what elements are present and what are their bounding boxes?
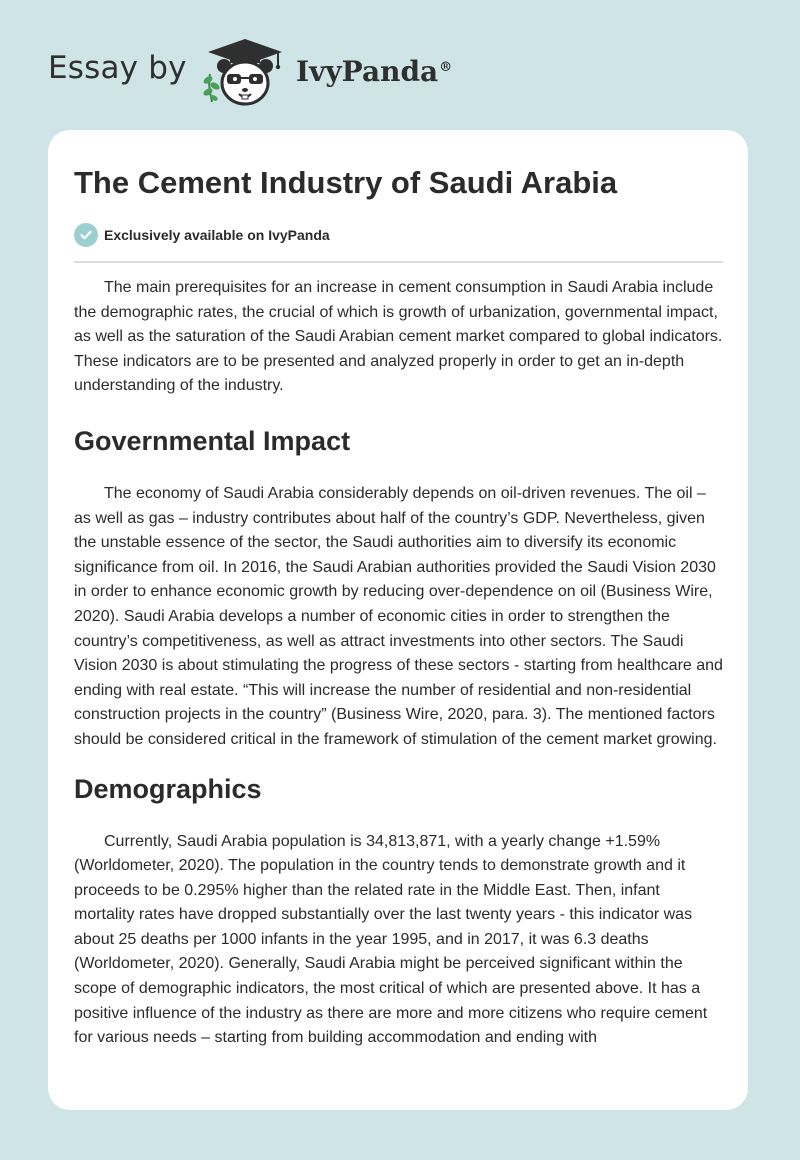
section-heading-demographics: Demographics	[74, 773, 262, 804]
essay-body	[74, 276, 724, 1051]
section-heading-governmental-impact: Governmental Impact	[74, 425, 351, 456]
intro-paragraph: The main prerequisites for an increase in cement consumption in Saudi Arabia include the demographic rates, the crucial of which is growth of urbanization, governmental impact, as well as the saturation of the Saudi Arabian cement market compared to global indicators. These indicators are to be presented and analyzed properly in order to get an in-depth understanding of the industry.	[74, 279, 723, 395]
panda-graduate-logo-icon[interactable]	[200, 36, 290, 108]
check-icon	[74, 223, 98, 247]
exclusive-badge	[74, 223, 330, 247]
registered-mark: ®	[439, 59, 453, 75]
site-header	[0, 0, 800, 130]
exclusive-badge-label: Exclusively available on IvyPanda	[104, 227, 330, 243]
page-title: The Cement Industry of Saudi Arabia	[74, 165, 618, 200]
brand-name-text: IvyPanda	[296, 55, 439, 88]
governmental-impact-paragraph: The economy of Saudi Arabia considerably depends on oil-driven revenues. The oil – as well as gas – industry contributes about half of the country’s GDP. Nevertheless, given the unstable essence of the sector, the Saudi authorities aim to diversify its economic significance from oil. In 2016, the Saudi Arabian authorities provided the Saudi Vision 2030 in order to enhance economic growth by reducing over-dependence on oil (Business Wire, 2020). Saudi Arabia develops a number of economic cities in order to strengthen the country’s competitiveness, as well as attract investments into other sectors. The Saudi Vision 2030 is about stimulating the progress of these sectors - starting from healthcare and ending with real estate. “This will increase the number of residential and non-residential construction projects in the country” (Business Wire, 2020, para. 3). The mentioned factors should be considered critical in the framework of stimulation of the cement market growing.	[74, 484, 723, 748]
demographics-paragraph: Currently, Saudi Arabia population is 34,813,871, with a yearly change +1.59% (Worldometer, 2020). The population in the country tends to demonstrate growth and it proceeds to be 0.295% higher than the related rate in the Middle East. Then, infant mortality rates have dropped substantially over the last twenty years - this indicator was about 25 deaths per 1000 infants in the year 1995, and in 2017, it was 6.3 deaths (Worldometer, 2020). Generally, Saudi Arabia might be perceived significant within the scope of demographic indicators, the most critical of which are presented above. It has a positive influence of the industry as there are more and more citizens who require cement for various needs – starting from building accommodation and ending with	[74, 832, 708, 1047]
essay-by-label: Essay by	[48, 50, 187, 86]
brand-name[interactable]	[296, 55, 452, 88]
essay-card	[48, 130, 748, 1110]
title-divider	[74, 261, 723, 263]
